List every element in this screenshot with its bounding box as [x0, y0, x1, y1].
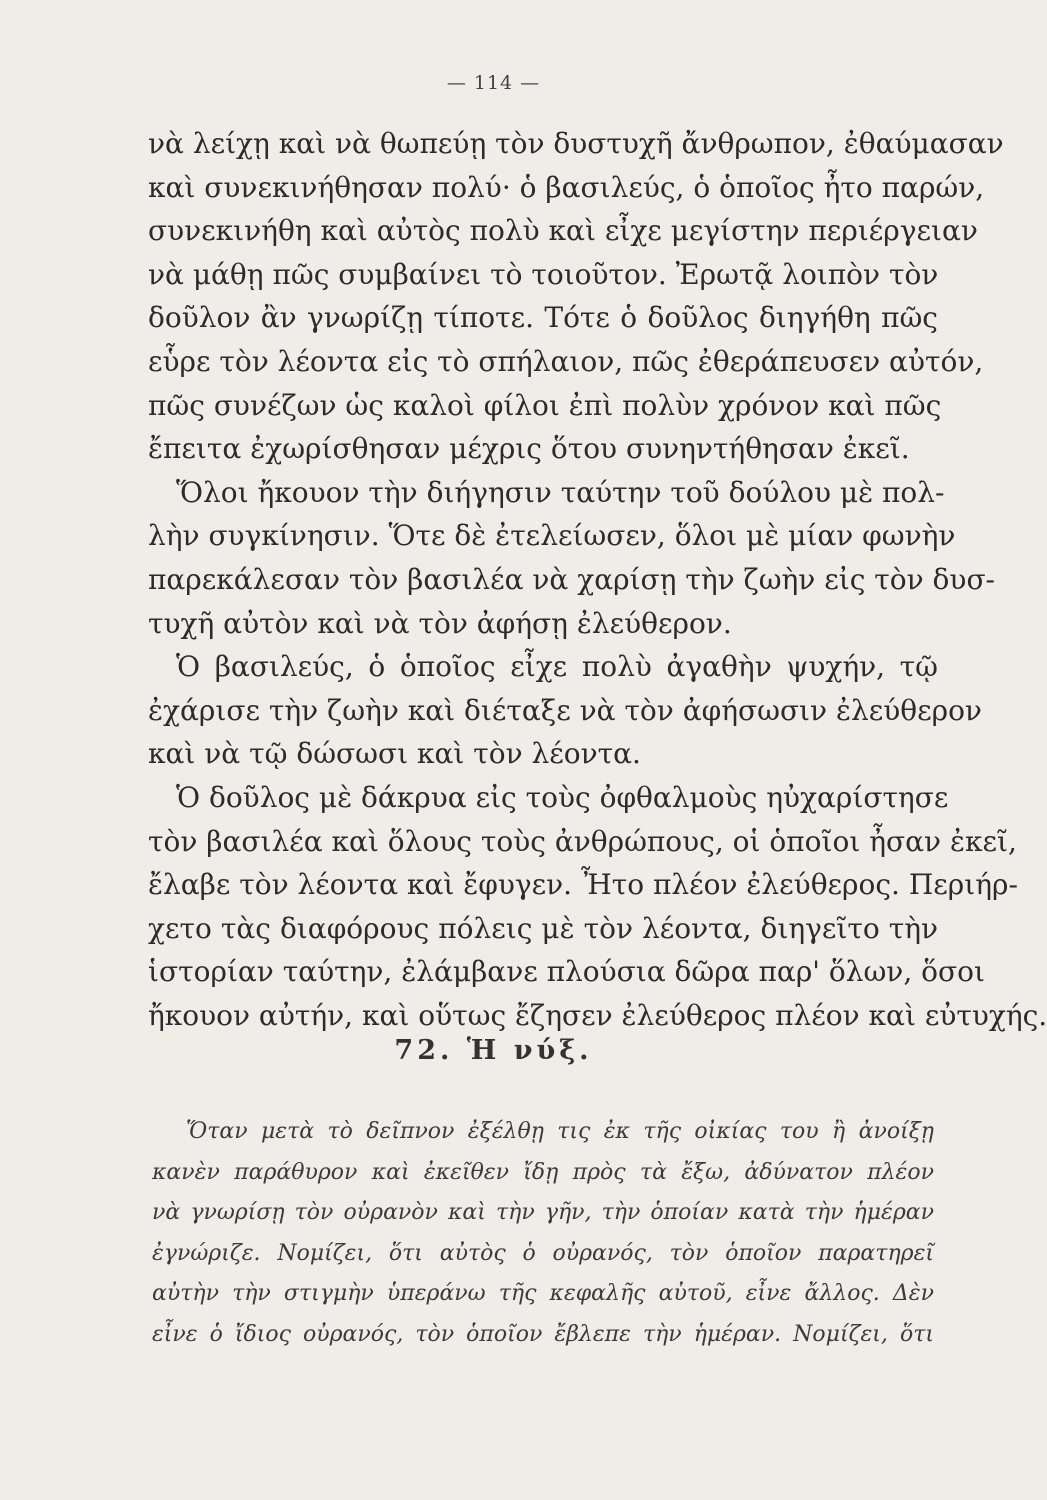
text-line: ἤκουον αὐτήν, καὶ οὕτως ἔζησεν ἐλεύθερος πλέον καὶ εὐτυχής. — [148, 998, 1047, 1032]
text-line: τυχῆ αὐτὸν καὶ νὰ τὸν ἀφήσῃ ἐλεύθερον. — [148, 606, 732, 640]
text-line: Ὁ δοῦλος μὲ δάκρυα εἰς τοὺς ὀφθαλμοὺς ηὐχαρίστησε — [176, 780, 949, 814]
text-line: χετο τὰς διαφόρους πόλεις μὲ τὸν λέοντα, διηγεῖτο τὴν — [148, 911, 938, 945]
text-line: κανὲν παράθυρον καὶ ἐκεῖθεν ἴδῃ πρὸς τὰ ἔξω, ἀδύνατον πλέον — [152, 1159, 934, 1185]
text-line: ἱστορίαν ταύτην, ἐλάμβανε πλούσια δῶρα παρ' ὅλων, ὅσοι — [148, 955, 985, 989]
section-text — [152, 1112, 934, 1355]
text-line: ἔπειτα ἐχωρίσθησαν μέχρις ὅτου συνηντήθησαν ἐκεῖ. — [148, 432, 910, 466]
text-line: νὰ μάθῃ πῶς συμβαίνει τὸ τοιοῦτον. Ἐρωτᾷ λοιπὸν τὸν — [148, 257, 939, 291]
text-line: λὴν συγκίνησιν. Ὅτε δὲ ἐτελείωσεν, ὅλοι μὲ μίαν φωνὴν — [148, 519, 956, 553]
text-line: ἐχάρισε τὴν ζωὴν καὶ διέταξε νὰ τὸν ἀφήσωσιν ἐλεύθερον — [148, 693, 982, 727]
text-line: ἐγνώριζε. Νομίζει, ὅτι αὐτὸς ὁ οὐρανός, τὸν ὁποῖον παρατηρεῖ — [152, 1240, 934, 1266]
section-heading: 72. Ἡ νύξ. — [394, 1035, 593, 1066]
text-line: εἶνε ὁ ἴδιος οὐρανός, τὸν ὁποῖον ἔβλεπε τὴν ἡμέραν. Νομίζει, ὅτι — [152, 1321, 934, 1347]
text-line: παρεκάλεσαν τὸν βασιλέα νὰ χαρίσῃ τὴν ζωὴν εἰς τὸν δυσ- — [148, 562, 996, 596]
page-number: — 114 — — [446, 72, 541, 94]
text-line: Ὅλοι ἤκουον τὴν διήγησιν ταύτην τοῦ δούλου μὲ πολ- — [176, 475, 945, 509]
text-line: αὐτὴν τὴν στιγμὴν ὑπεράνω τῆς κεφαλῆς αὐτοῦ, εἶνε ἄλλος. Δὲν — [152, 1281, 934, 1306]
text-line: συνεκινήθη καὶ αὐτὸς πολὺ καὶ εἶχε μεγίστην περιέργειαν — [148, 214, 978, 248]
text-line: ἔλαβε τὸν λέοντα καὶ ἔφυγεν. Ἦτο πλέον ἐλεύθερος. Περιήρ- — [148, 868, 1018, 902]
text-line: Ὅταν μετὰ τὸ δεῖπνον ἐξέλθῃ τις ἐκ τῆς οἰκίας του ἢ ἀνοίξῃ — [186, 1119, 934, 1144]
text-line: τὸν βασιλέα καὶ ὅλους τοὺς ἀνθρώπους, οἱ ὁποῖοι ἦσαν ἐκεῖ, — [148, 824, 1017, 858]
text-line: δοῦλον ἂν γνωρίζῃ τίποτε. Τότε ὁ δοῦλος διηγήθη πῶς — [148, 301, 938, 335]
text-line: καὶ συνεκινήθησαν πολύ· ὁ βασιλεύς, ὁ ὁποῖος ἦτο παρών, — [148, 170, 985, 204]
text-line: πῶς συνέζων ὡς καλοὶ φίλοι ἐπὶ πολὺν χρόνον καὶ πῶς — [148, 388, 942, 422]
text-line: νὰ λείχῃ καὶ νὰ θωπεύῃ τὸν δυστυχῆ ἄνθρωπον, ἐθαύμασαν — [148, 127, 1004, 160]
story-text — [148, 122, 1047, 1037]
text-line: εὗρε τὸν λέοντα εἰς τὸ σπήλαιον, πῶς ἐθεράπευσεν αὐτόν, — [148, 344, 984, 378]
text-line: νὰ γνωρίσῃ τὸν οὐρανὸν καὶ τὴν γῆν, τὴν ὁποίαν κατὰ τὴν ἡμέραν — [152, 1200, 934, 1225]
text-line: Ὁ βασιλεύς, ὁ ὁποῖος εἶχε πολὺ ἀγαθὴν ψυχήν, τῷ — [176, 650, 938, 684]
text-line: καὶ νὰ τῷ δώσωσι καὶ τὸν λέοντα. — [148, 737, 641, 771]
